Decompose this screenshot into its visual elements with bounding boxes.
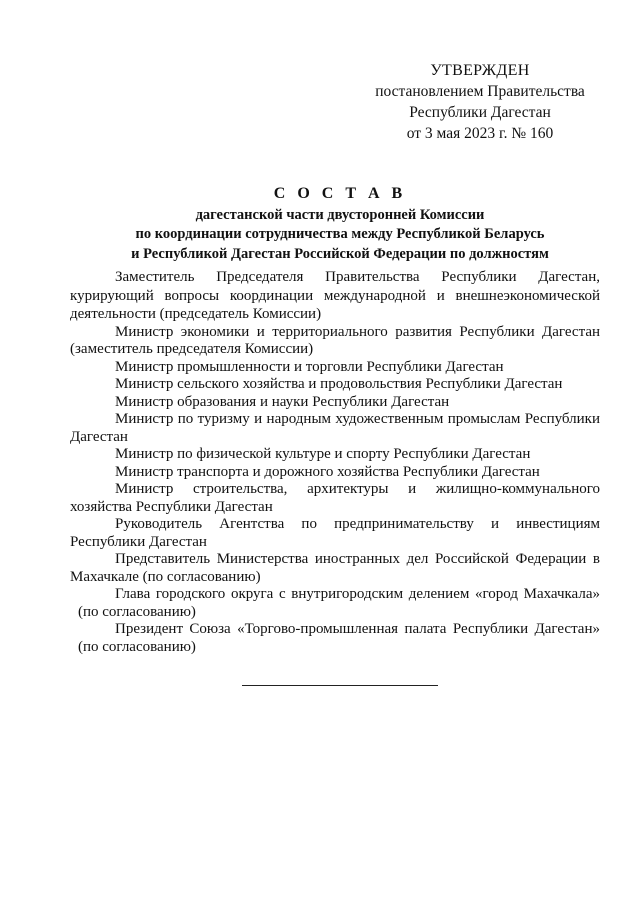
heading-line-3: и Республикой Дагестан Российской Федерации по должностям xyxy=(131,245,549,262)
member-12-line-2: (по согласованию) xyxy=(78,603,196,620)
member-13-line-1: Президент Союза «Торгово-промышленная палата Республики Дагестан» xyxy=(115,621,600,637)
member-12-line-1: Глава городского округа с внутригородским делением «город Махачкала» xyxy=(115,586,600,602)
member-entry-3 xyxy=(70,359,600,377)
member-10-line-1: Руководитель Агентства по предпринимательству и инвестициям xyxy=(115,516,600,532)
member-13-line-2: (по согласованию) xyxy=(78,638,196,655)
member-entry-13 xyxy=(70,621,600,656)
heading-line-2: по координации сотрудничества между Республикой Беларусь xyxy=(135,226,545,242)
member-entry-1 xyxy=(70,268,600,324)
member-entry-7 xyxy=(70,446,600,464)
member-3-line-1: Министр промышленности и торговли Республики Дагестан xyxy=(115,358,504,375)
member-5-line-1: Министр образования и науки Республики Дагестан xyxy=(115,393,450,410)
heading-line-1: дагестанской части двусторонней Комиссии xyxy=(195,206,485,223)
member-entry-4 xyxy=(70,376,600,394)
approval-stamp xyxy=(360,60,600,144)
approval-line-2: Республики Дагестан xyxy=(409,104,551,121)
member-6-line-2: Дагестан xyxy=(70,428,128,445)
member-10-line-2: Республики Дагестан xyxy=(70,533,207,550)
member-9-line-2: хозяйства Республики Дагестан xyxy=(70,498,273,515)
member-entry-6 xyxy=(70,411,600,446)
member-6-line-1: Министр по туризму и народным художественным промыслам Республики xyxy=(115,411,600,427)
document-title: С О С Т А В xyxy=(273,185,407,202)
member-entry-9 xyxy=(70,481,600,516)
document-heading xyxy=(60,184,620,264)
member-2-line-1: Министр экономики и территориального развития Республики Дагестан xyxy=(115,323,600,340)
member-entry-2 xyxy=(70,324,600,359)
approval-line-1: постановлением Правительства xyxy=(375,83,585,100)
member-entry-5 xyxy=(70,394,600,412)
closing-divider-line xyxy=(242,685,438,686)
member-entry-8 xyxy=(70,464,600,482)
member-4-line-1: Министр сельского хозяйства и продовольствия Республики Дагестан xyxy=(115,376,563,392)
member-1-line-3: деятельности (председатель Комиссии) xyxy=(70,306,322,322)
approval-title: УТВЕРЖДЕН xyxy=(430,62,530,79)
member-1-line-1: Заместитель Председателя Правительства Республики Дагестан, xyxy=(115,269,600,285)
member-entry-11 xyxy=(70,551,600,586)
member-entry-10 xyxy=(70,516,600,551)
member-entry-12 xyxy=(70,586,600,621)
member-11-line-1: Представитель Министерства иностранных дел Российской Федерации в xyxy=(115,551,600,567)
member-2-line-2: (заместитель председателя Комиссии) xyxy=(70,341,314,357)
member-8-line-1: Министр транспорта и дорожного хозяйства Республики Дагестан xyxy=(115,463,540,480)
member-7-line-1: Министр по физической культуре и спорту Республики Дагестан xyxy=(115,446,531,462)
approval-line-3: от 3 мая 2023 г. № 160 xyxy=(406,125,554,142)
member-11-line-2: Махачкале (по согласованию) xyxy=(70,568,261,585)
member-9-line-1: Министр строительства, архитектуры и жилищно-коммунального xyxy=(115,481,600,497)
member-1-line-2: курирующий вопросы координации международной и внешнеэкономической xyxy=(70,287,600,304)
members-list xyxy=(70,268,600,656)
